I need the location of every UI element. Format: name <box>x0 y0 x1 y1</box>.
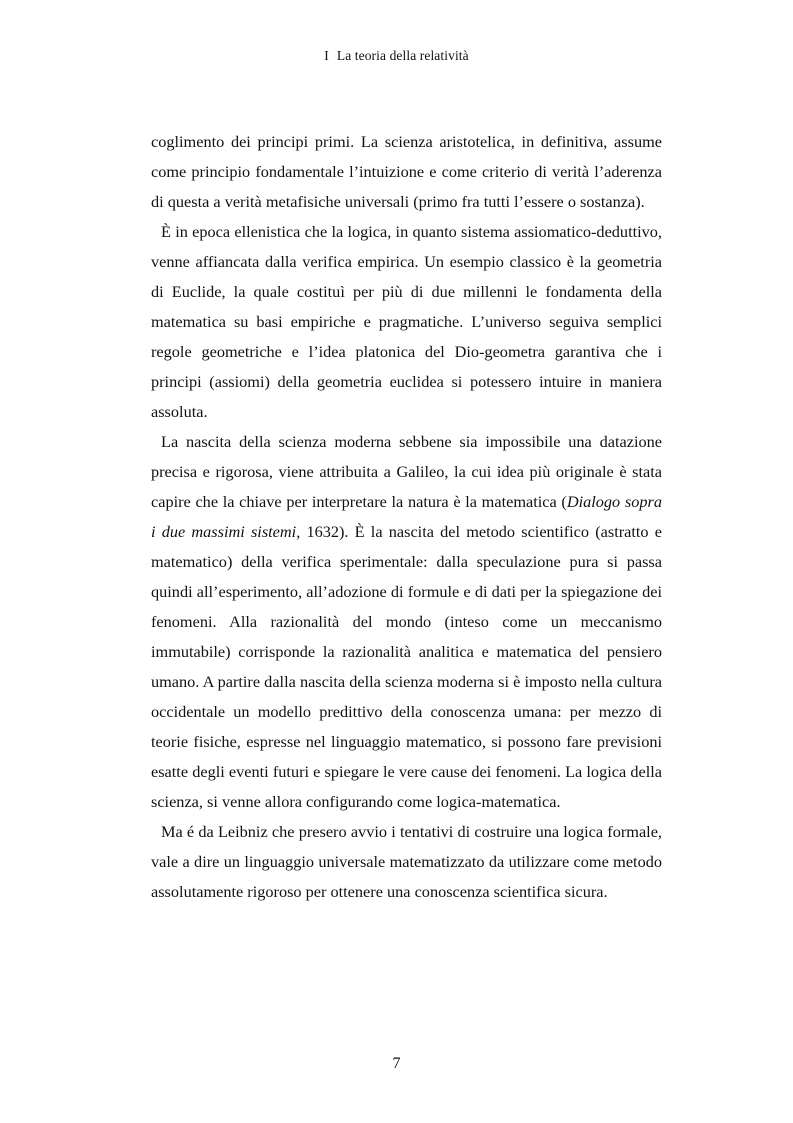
paragraph-3 <box>151 427 662 817</box>
chapter-number: I <box>324 48 329 63</box>
page-number: 7 <box>392 1055 401 1072</box>
body-text <box>151 127 662 907</box>
paragraph-3-text-end: , 1632). È la nascita del metodo scientifico (astratto e matematico) della verifica sperimentale: dalla speculazione pura si passa quindi all’esperimento, all’adozione di formule e di dati per la spiegazione dei fenomeni. Alla razionalità del mondo (inteso come un meccanismo immutabile) corrisponde la razionalità analitica e matematica del pensiero umano. A partire dalla nascita della scienza moderna si è imposto nella cultura occidentale un modello predittivo della conoscenza umana: per mezzo di teorie fisiche, espresse nel linguaggio matematico, si possono fare previsioni esatte degli eventi futuri e spiegare le vere cause dei fenomeni. La logica della scienza, si venne allora configurando come logica-matematica. <box>151 522 662 811</box>
paragraph-4: Ma é da Leibniz che presero avvio i tentativi di costruire una logica formale, vale a dire un linguaggio universale matematizzato da utilizzare come metodo assolutamente rigoroso per ottenere una conoscenza scientifica sicura. <box>151 822 662 901</box>
paragraph-3-text-start: La nascita della scienza moderna sebbene sia impossibile una datazione precisa e rigorosa, viene attribuita a Galileo, la cui idea più originale è stata capire che la chiave per interpretare la natura è la matematica ( <box>151 432 662 511</box>
running-header <box>0 48 793 64</box>
paragraph-1: coglimento dei principi primi. La scienza aristotelica, in definitiva, assume come principio fondamentale l’intuizione e come criterio di verità l’aderenza di questa a verità metafisiche universali (primo fra tutti l’essere o sostanza). <box>151 132 662 211</box>
book-title-italic: Dialogo sopra i due massimi sistemi <box>151 492 662 541</box>
chapter-title: La teoria della relatività <box>336 48 469 63</box>
paragraph-2: È in epoca ellenistica che la logica, in quanto sistema assiomatico-deduttivo, venne affiancata dalla verifica empirica. Un esempio classico è la geometria di Euclide, la quale costituì per più di due millenni le fondamenta della matematica su basi empiriche e pragmatiche. L’universo seguiva semplici regole geometriche e l’idea platonica del Dio-geometra garantiva che i principi (assiomi) della geometria euclidea si potessero intuire in maniera assoluta. <box>151 222 662 421</box>
